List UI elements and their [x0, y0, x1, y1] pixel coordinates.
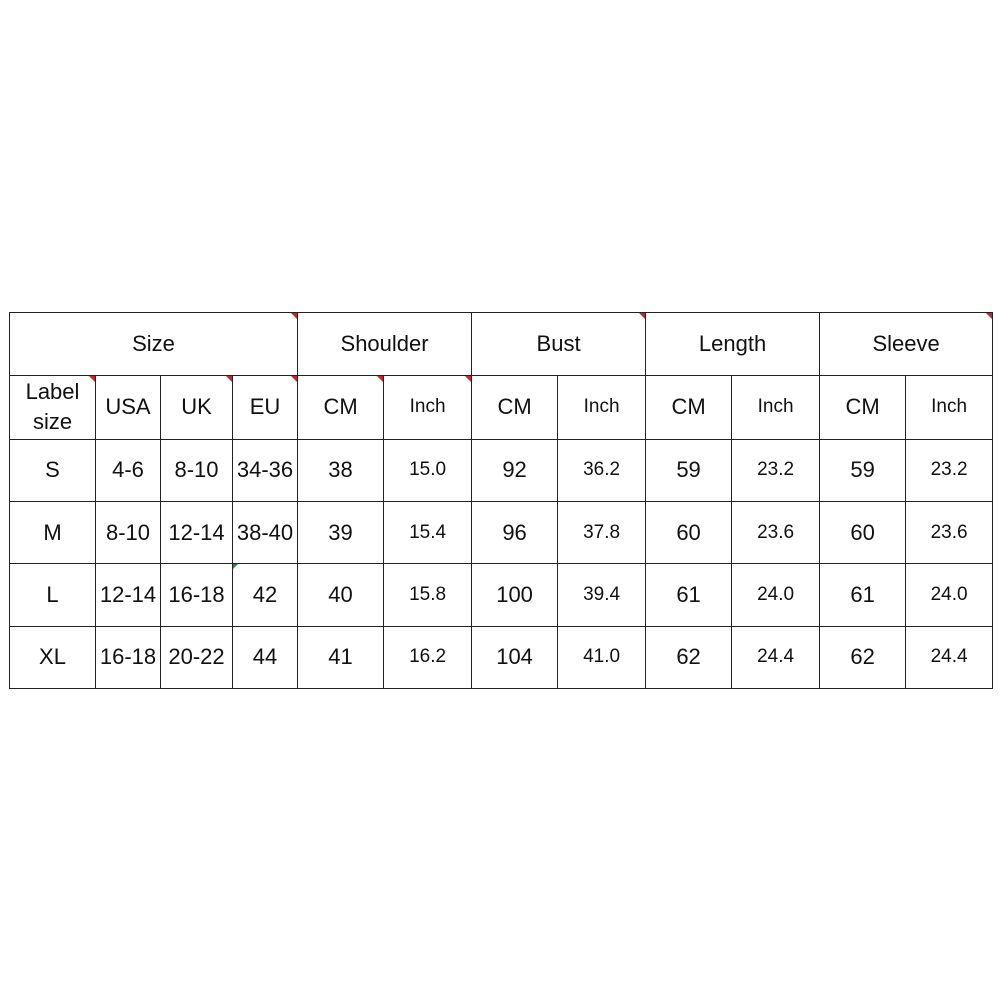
cell-sleeve-cm: 62 — [820, 626, 906, 688]
header-length-inch: Inch — [732, 376, 820, 439]
cell-sleeve-cm: 61 — [820, 564, 906, 626]
cell-bust-inch: 41.0 — [558, 626, 646, 688]
table-row — [10, 439, 993, 501]
table-row — [10, 564, 993, 626]
header-label-size: Label size — [10, 376, 96, 439]
header-length-cm: CM — [646, 376, 732, 439]
cell-shoulder-inch: 15.8 — [384, 564, 472, 626]
cell-shoulder-cm: 40 — [298, 564, 384, 626]
cell-eu: 44 — [233, 626, 298, 688]
cell-eu: 38-40 — [233, 501, 298, 563]
cell-sleeve-cm: 60 — [820, 501, 906, 563]
cell-label: M — [10, 501, 96, 563]
sub-header-row — [10, 376, 993, 439]
cell-length-cm: 61 — [646, 564, 732, 626]
cell-label: XL — [10, 626, 96, 688]
cell-bust-cm: 96 — [472, 501, 558, 563]
cell-sleeve-inch: 24.4 — [906, 626, 993, 688]
cell-uk: 12-14 — [161, 501, 233, 563]
cell-sleeve-inch: 23.6 — [906, 501, 993, 563]
table-row — [10, 626, 993, 688]
cell-shoulder-inch: 16.2 — [384, 626, 472, 688]
cell-usa: 12-14 — [96, 564, 161, 626]
cell-length-cm: 62 — [646, 626, 732, 688]
cell-usa: 8-10 — [96, 501, 161, 563]
cell-length-cm: 59 — [646, 439, 732, 501]
header-bust-inch: Inch — [558, 376, 646, 439]
header-sleeve-inch: Inch — [906, 376, 993, 439]
header-shoulder: Shoulder — [298, 313, 472, 376]
cell-bust-inch: 37.8 — [558, 501, 646, 563]
header-shoulder-inch: Inch — [384, 376, 472, 439]
cell-shoulder-inch: 15.0 — [384, 439, 472, 501]
cell-sleeve-inch: 23.2 — [906, 439, 993, 501]
cell-bust-inch: 39.4 — [558, 564, 646, 626]
cell-label: S — [10, 439, 96, 501]
cell-shoulder-inch: 15.4 — [384, 501, 472, 563]
header-eu: EU — [233, 376, 298, 439]
cell-label: L — [10, 564, 96, 626]
table-row — [10, 501, 993, 563]
cell-usa: 16-18 — [96, 626, 161, 688]
header-usa: USA — [96, 376, 161, 439]
header-bust-cm: CM — [472, 376, 558, 439]
cell-bust-cm: 104 — [472, 626, 558, 688]
cell-length-cm: 60 — [646, 501, 732, 563]
cell-sleeve-cm: 59 — [820, 439, 906, 501]
cell-uk: 16-18 — [161, 564, 233, 626]
cell-bust-cm: 92 — [472, 439, 558, 501]
cell-eu: 42 — [233, 564, 298, 626]
group-header-row — [10, 313, 993, 376]
cell-bust-cm: 100 — [472, 564, 558, 626]
header-length: Length — [646, 313, 820, 376]
cell-sleeve-inch: 24.0 — [906, 564, 993, 626]
size-chart-table — [9, 312, 993, 689]
cell-length-inch: 24.4 — [732, 626, 820, 688]
cell-shoulder-cm: 39 — [298, 501, 384, 563]
cell-uk: 8-10 — [161, 439, 233, 501]
cell-usa: 4-6 — [96, 439, 161, 501]
header-bust: Bust — [472, 313, 646, 376]
cell-uk: 20-22 — [161, 626, 233, 688]
header-sleeve-cm: CM — [820, 376, 906, 439]
cell-shoulder-cm: 38 — [298, 439, 384, 501]
header-sleeve: Sleeve — [820, 313, 993, 376]
header-uk: UK — [161, 376, 233, 439]
cell-shoulder-cm: 41 — [298, 626, 384, 688]
cell-eu: 34-36 — [233, 439, 298, 501]
header-shoulder-cm: CM — [298, 376, 384, 439]
header-size: Size — [10, 313, 298, 376]
cell-bust-inch: 36.2 — [558, 439, 646, 501]
cell-length-inch: 24.0 — [732, 564, 820, 626]
cell-length-inch: 23.6 — [732, 501, 820, 563]
cell-length-inch: 23.2 — [732, 439, 820, 501]
